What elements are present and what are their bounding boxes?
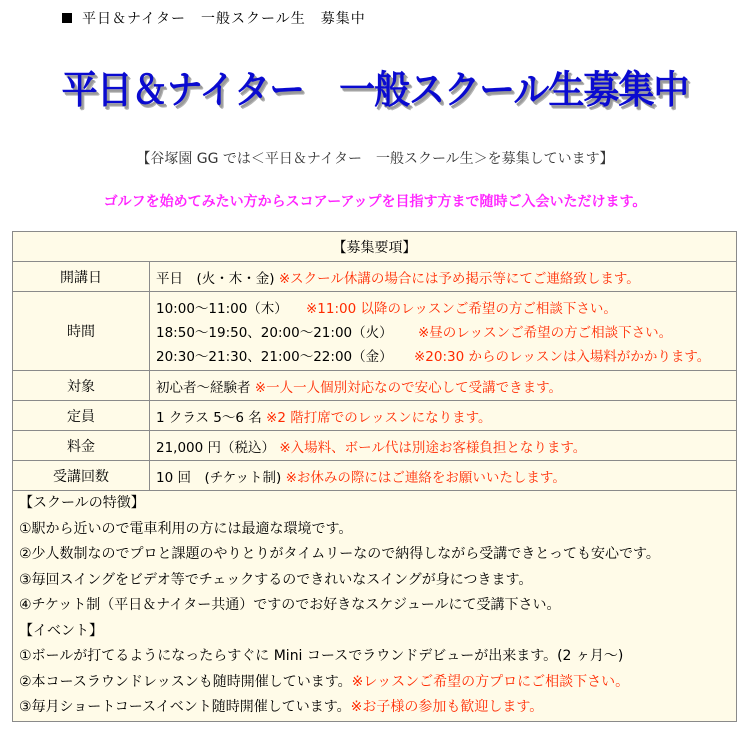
time-slot: 10:00～11:00（木） — [156, 301, 288, 317]
row-note: ※お休みの際にはご連絡をお願いいたします。 — [285, 469, 566, 486]
row-label: 時間 — [13, 292, 150, 371]
event-text: ③毎月ショートコースイベント随時開催しています。 — [19, 699, 351, 715]
row-label: 定員 — [13, 401, 150, 431]
row-value-text: 1 クラス 5～6 名 — [156, 409, 262, 426]
square-bullet-icon — [62, 13, 72, 23]
row-label: 開講日 — [13, 262, 150, 292]
event-text: ②本コースラウンドレッスンも随時開催しています。 — [19, 673, 352, 690]
row-value — [150, 401, 737, 431]
event-note: ※レッスンご希望の方プロにご相談下さい。 — [351, 673, 630, 690]
event-item — [19, 695, 730, 721]
notes-row — [13, 491, 737, 722]
notes-section — [13, 491, 737, 722]
time-note: ※20:30 からのレッスンは入場料がかかります。 — [414, 349, 711, 365]
table-row — [13, 431, 737, 461]
row-value-text: 初心者～経験者 — [156, 379, 251, 396]
intro-text: 【谷塚園 GG では＜平日＆ナイター 一般スクール生＞を募集しています】 — [136, 151, 614, 167]
feature-item: ②少人数制なのでプロと課題のやりとりがタイムリーなので納得しながら受講できとっても安心です。 — [19, 546, 660, 562]
row-note: ※入場料、ボール代は別途お客様負担となります。 — [279, 439, 587, 456]
banner-title: 平日＆ナイター 一般スクール生募集中 — [61, 68, 689, 113]
table-row — [13, 371, 737, 401]
time-line — [156, 343, 730, 367]
time-list — [150, 292, 737, 371]
time-note: ※11:00 以降のレッスンご希望の方ご相談下さい。 — [306, 301, 617, 317]
time-slot: 20:30～21:30、21:00～22:00（金） — [156, 349, 393, 365]
table-row — [13, 461, 737, 491]
time-line — [156, 319, 730, 343]
row-note: ※スクール休講の場合には予め掲示等にてご連絡致します。 — [278, 270, 640, 287]
row-value-text: 平日 (火・木・金) — [156, 270, 275, 287]
table-row — [13, 401, 737, 431]
table-row — [13, 262, 737, 292]
features-heading: 【スクールの特徴】 — [19, 495, 145, 511]
events-heading: 【イベント】 — [19, 622, 103, 639]
page-heading — [62, 8, 366, 28]
event-item — [19, 670, 730, 696]
event-item — [19, 644, 730, 670]
event-text: ①ボールが打てるようになったらすぐに Mini コースでラウンドデビューが出来ます。(2 ヶ月～) — [19, 648, 624, 664]
feature-item: ③毎回スイングをビデオ等でチェックするのできれいなスイングが身につきます。 — [19, 571, 533, 588]
feature-item: ①駅から近いので電車利用の方には最適な環境です。 — [19, 520, 353, 537]
row-value — [150, 262, 737, 292]
time-line — [156, 295, 730, 319]
feature-item: ④チケット制（平日＆ナイター共通）ですのでお好きなスケジュールにて受講下さい。 — [19, 597, 561, 613]
row-label: 対象 — [13, 371, 150, 401]
table-heading: 【募集要項】 — [13, 232, 737, 262]
row-value — [150, 371, 737, 401]
row-note: ※一人一人個別対応なので安心して受講できます。 — [254, 379, 563, 396]
table-row-time — [13, 292, 737, 371]
row-label: 受講回数 — [13, 461, 150, 491]
row-value-text: 10 回 (チケット制) — [156, 469, 282, 486]
event-note: ※お子様の参加も歓迎します。 — [350, 699, 544, 715]
row-value — [150, 461, 737, 491]
time-slot: 18:50～19:50、20:00～21:00（火） — [156, 325, 393, 341]
page-heading-text: 平日＆ナイター 一般スクール生 募集中 — [82, 11, 366, 27]
row-value-text: 21,000 円（税込） — [156, 439, 276, 456]
invite-text: ゴルフを始めてみたい方からスコアーアップを目指す方まで随時ご入会いただけます。 — [103, 194, 647, 210]
time-note: ※昼のレッスンご希望の方ご相談下さい。 — [418, 325, 673, 341]
row-note: ※2 階打席でのレッスンになります。 — [266, 409, 492, 426]
row-value — [150, 431, 737, 461]
table-heading-row — [13, 232, 737, 262]
row-label: 料金 — [13, 431, 150, 461]
recruitment-table — [12, 231, 737, 722]
